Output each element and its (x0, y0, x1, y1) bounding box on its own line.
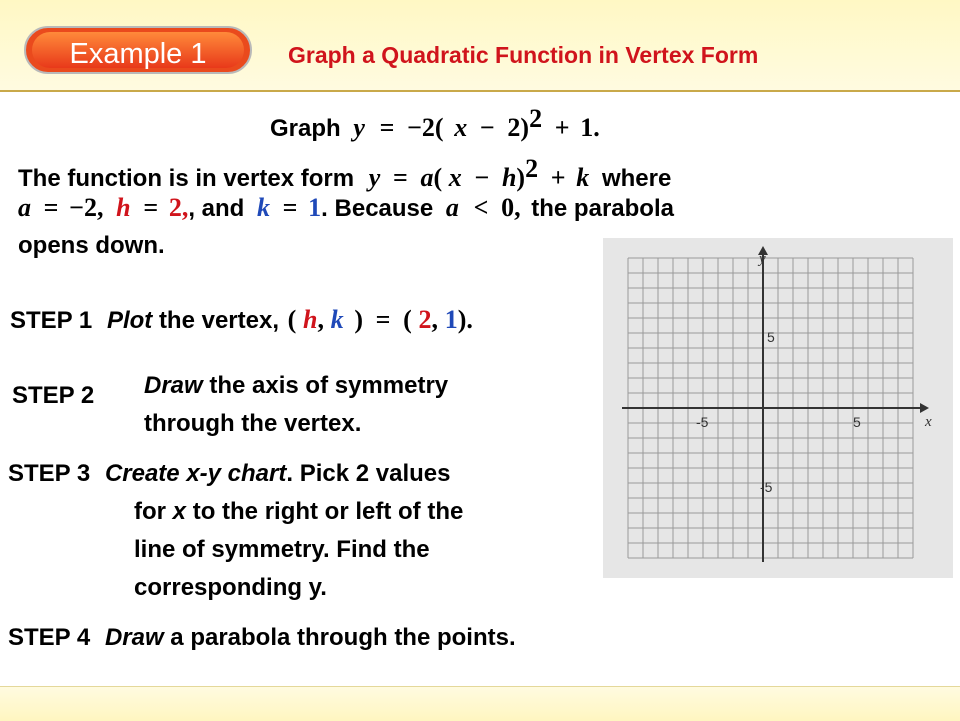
step-1-label: STEP 1 (10, 307, 93, 334)
vertex-form-exponent: 2 (525, 154, 539, 183)
h-symbol: h (116, 193, 131, 222)
header-divider (0, 90, 960, 92)
step-1-comma-2: , (431, 305, 439, 334)
y-axis-label: y (759, 251, 766, 267)
step-1-open: ( (287, 305, 297, 334)
vertex-form-a: a (420, 163, 434, 192)
step-3-label: STEP 3 (8, 460, 91, 487)
step-3-line-3: line of symmetry. Find the (134, 536, 430, 563)
vertex-form-open: ( (433, 163, 443, 192)
vertex-form-eq: = (392, 163, 408, 192)
x-axis-arrow (920, 403, 929, 413)
example-badge (24, 26, 252, 74)
step-1-open-2: ( (403, 305, 412, 334)
step-1-eq: = (375, 305, 391, 334)
step-2-text: the axis of symmetry (209, 372, 449, 399)
a-symbol-2: a (445, 193, 459, 222)
y-tick-5: 5 (767, 329, 775, 345)
h-value: 2, (168, 193, 189, 222)
step-1-k-value: 1 (444, 305, 458, 334)
step-1-close-2: ). (457, 305, 473, 334)
step-3-for: for (134, 498, 166, 525)
problem-coef: −2 (407, 113, 435, 142)
step-1-h: h (303, 305, 318, 334)
example-badge-label: Example 1 (69, 38, 207, 70)
parabola-text: the parabola (531, 195, 674, 222)
step-1 (10, 305, 473, 335)
x-tick-neg5: -5 (696, 414, 709, 430)
step-1-k: k (330, 305, 344, 334)
step-2-line-2: through the vertex. (144, 410, 362, 437)
step-3-text: . Pick 2 values (286, 460, 451, 487)
problem-y: y (353, 113, 365, 142)
problem-open: ( (434, 113, 444, 142)
intro-line-2 (18, 193, 674, 223)
x-axis-label: x (925, 414, 932, 430)
problem-close: ) (520, 113, 530, 142)
vertex-form-h: h (501, 163, 517, 192)
step-2-verb: Draw (144, 372, 203, 399)
k-equals: = (282, 193, 298, 222)
step-2-label: STEP 2 (12, 382, 95, 409)
problem-x: x (454, 113, 468, 142)
less-than: < (473, 193, 489, 222)
problem-exponent: 2 (529, 104, 543, 133)
vertex-form-y: y (368, 163, 381, 192)
problem-minus: − (479, 113, 495, 142)
step-4-verb: Draw (104, 624, 164, 651)
step-4-text: a parabola through the points. (170, 624, 516, 651)
step-2-line-1 (144, 372, 448, 400)
vertex-form-plus: + (550, 163, 566, 192)
step-3-rest: to the right or left of the (192, 498, 464, 525)
step-1-comma: , (317, 305, 324, 334)
zero-value: 0, (501, 193, 521, 222)
vertex-form-minus: − (474, 163, 490, 192)
step-4 (8, 624, 516, 652)
slide-subtitle: Graph a Quadratic Function in Vertex Form (288, 42, 759, 68)
coordinate-grid (603, 238, 953, 578)
step-4-label: STEP 4 (8, 624, 91, 651)
intro-text: The function is in vertex form (18, 165, 355, 192)
step-3-line-2 (134, 498, 463, 526)
a-symbol: a (18, 193, 31, 222)
step-1-verb: Plot (106, 307, 153, 334)
a-equals: = (43, 193, 59, 222)
footer-band (0, 686, 960, 721)
step-1-text: the vertex, (158, 307, 279, 334)
step-3-line-1 (8, 460, 450, 488)
intro-line-3: opens down. (18, 232, 165, 259)
y-tick-neg5: -5 (760, 479, 773, 495)
step-3-verb: Create x-y chart (104, 460, 287, 487)
step-3-x: x (172, 498, 187, 525)
vertex-form-k: k (576, 163, 590, 192)
k-symbol: k (257, 193, 270, 222)
problem-h: 2 (507, 113, 521, 142)
intro-line-1 (18, 154, 671, 193)
problem-k: 1 (580, 113, 594, 142)
intro-where: where (601, 165, 672, 192)
x-tick-5: 5 (853, 414, 861, 430)
problem-eq: = (379, 113, 395, 142)
problem-statement (270, 104, 600, 143)
problem-plus: + (554, 113, 570, 142)
coordinate-grid-panel (603, 238, 953, 578)
h-equals: = (143, 193, 159, 222)
vertex-form-close: ) (516, 163, 526, 192)
vertex-form-x: x (448, 163, 462, 192)
because-text: . Because (321, 195, 434, 222)
k-value: 1 (308, 193, 322, 222)
step-3-line-4: corresponding y. (134, 574, 327, 601)
and-text: , and (188, 195, 245, 222)
problem-prefix: Graph (270, 115, 341, 142)
a-value: −2, (69, 193, 104, 222)
problem-end: . (593, 113, 600, 142)
step-1-h-value: 2 (418, 305, 432, 334)
step-1-close: ) (354, 305, 363, 334)
